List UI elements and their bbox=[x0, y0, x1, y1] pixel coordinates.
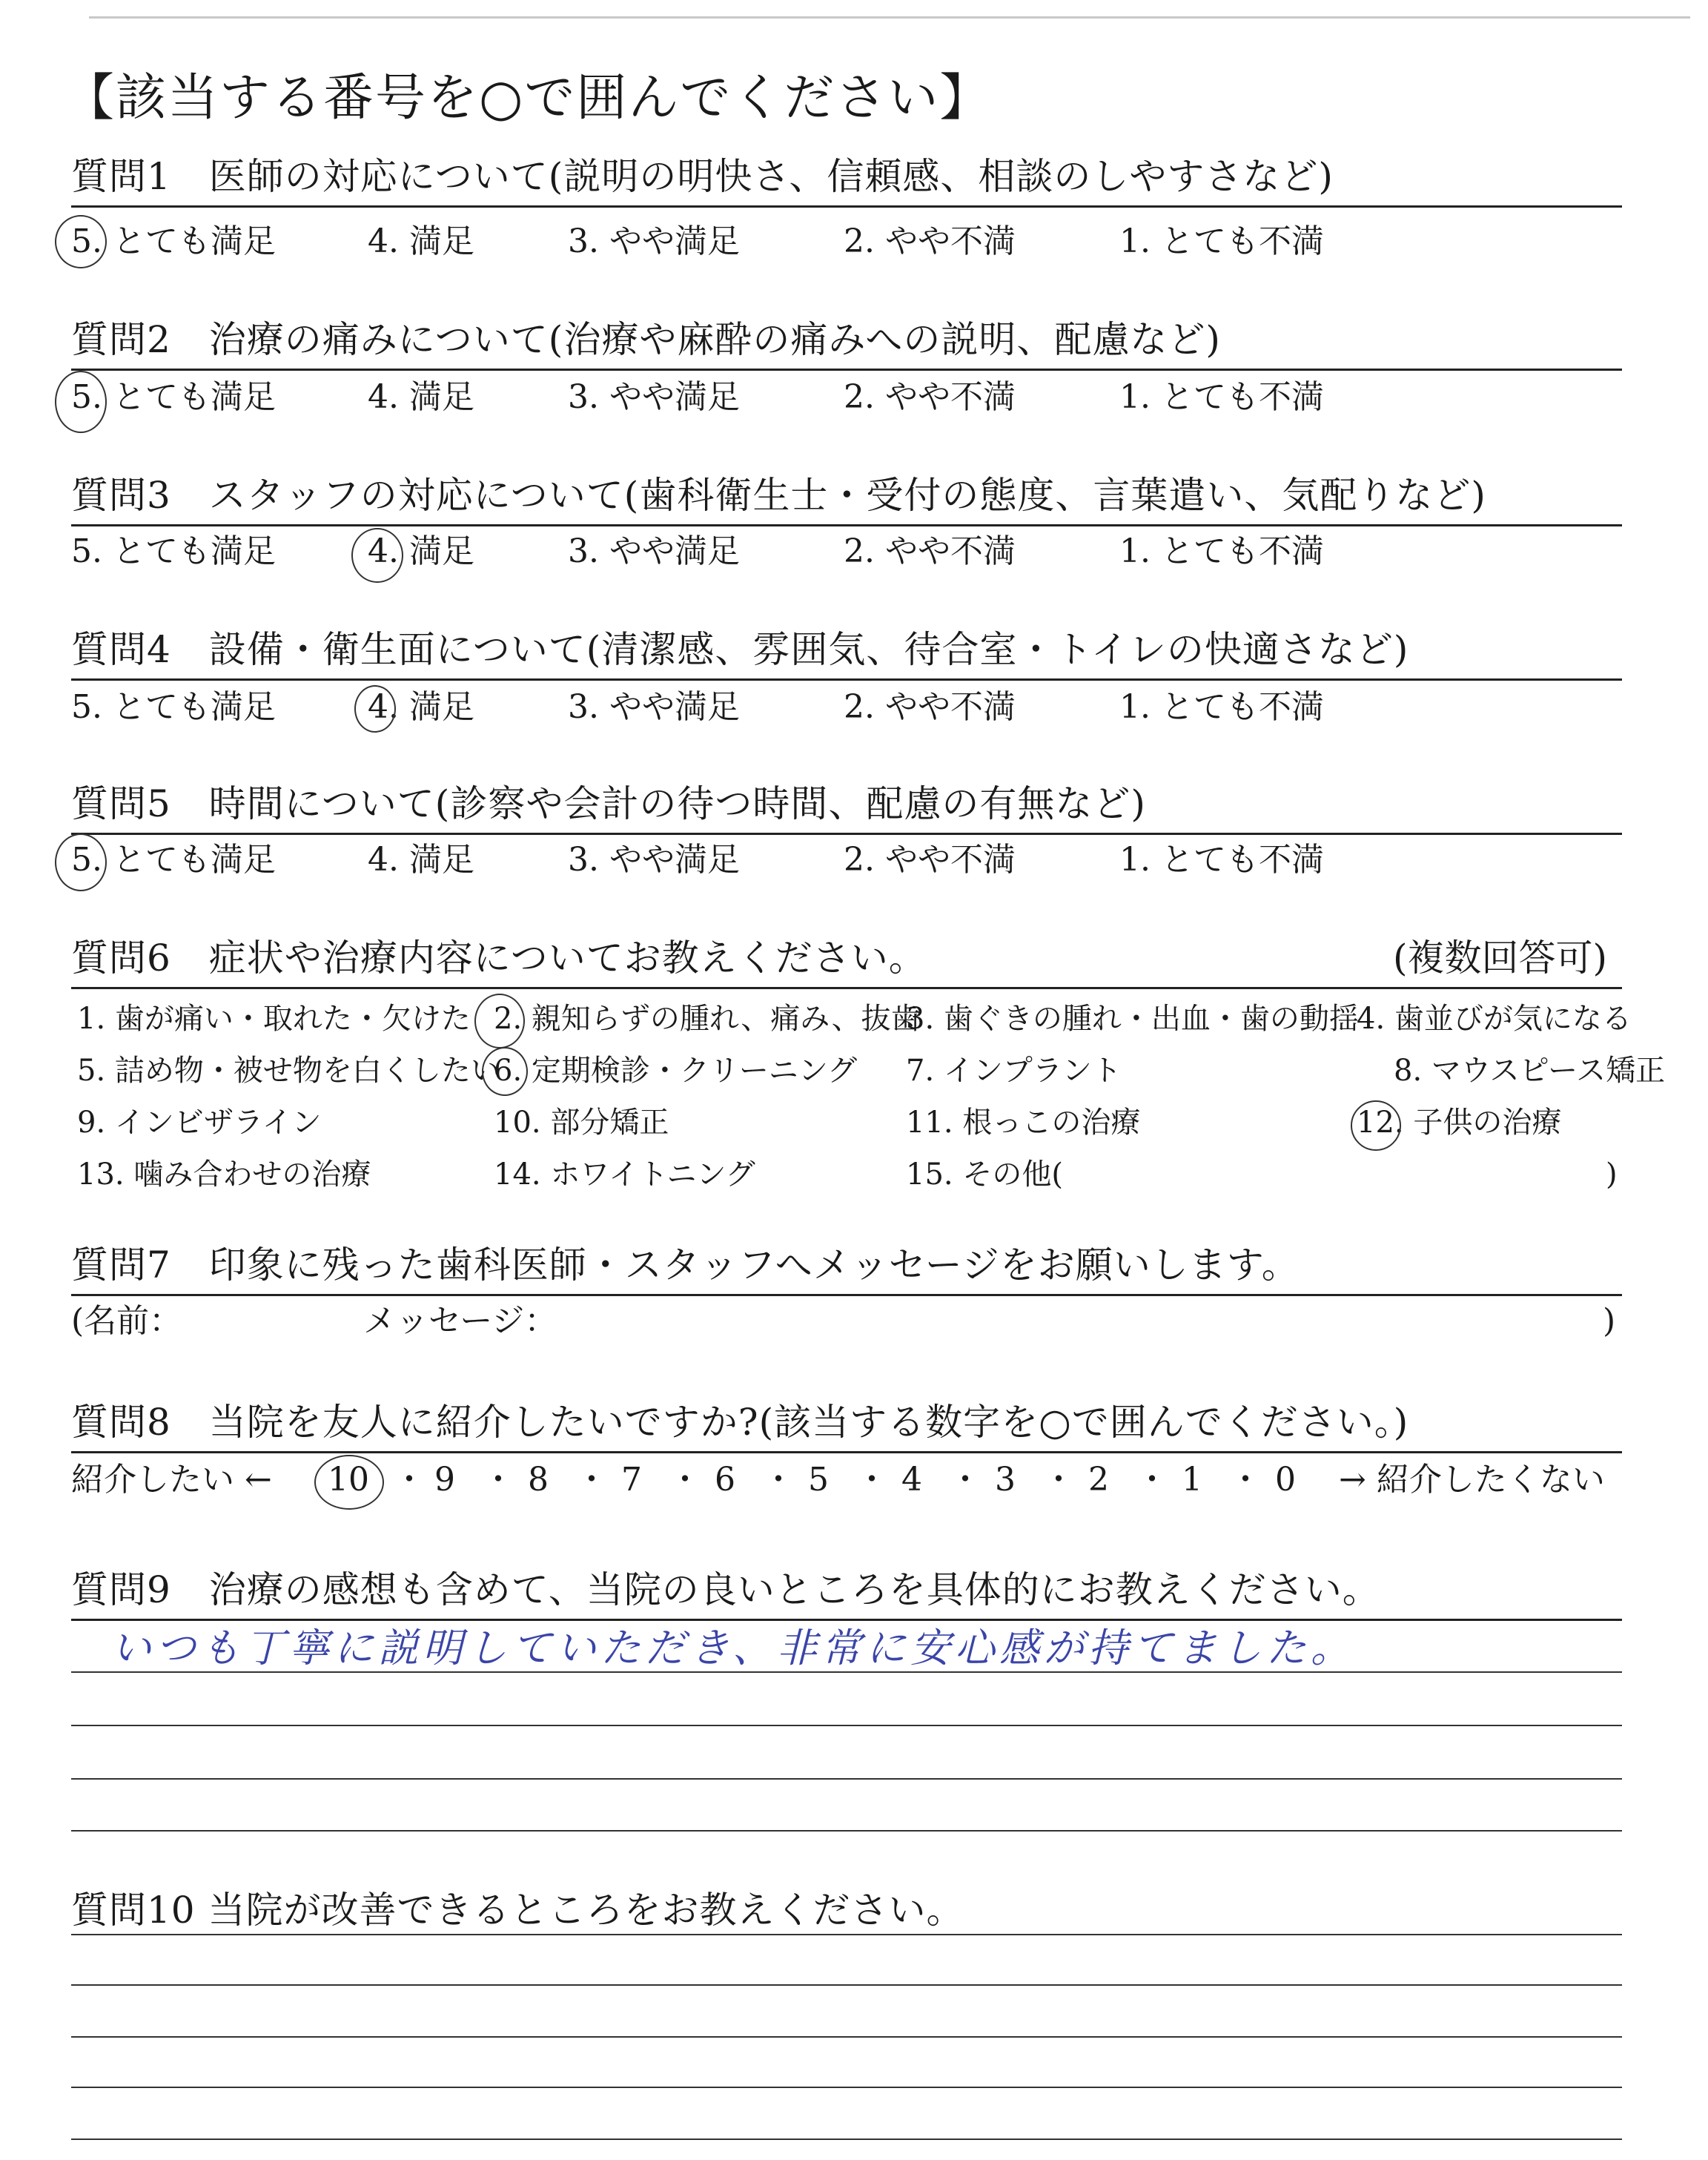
option-1[interactable]: 1. とても不満 bbox=[1119, 532, 1324, 570]
question-5 bbox=[71, 776, 1622, 835]
scale-separator: ・ bbox=[482, 1461, 514, 1499]
question-title: 質問3 スタッフの対応について(歯科衛生士・受付の態度、言葉遣い、気配りなど) bbox=[71, 474, 1486, 517]
scale-separator: ・ bbox=[1042, 1461, 1075, 1499]
scale-4[interactable]: 4 bbox=[901, 1461, 922, 1499]
other-close-paren: ) bbox=[1606, 1157, 1618, 1192]
question-3 bbox=[71, 467, 1622, 526]
recommend-right-label: → 紹介したくない bbox=[1339, 1461, 1605, 1499]
scale-3[interactable]: 3 bbox=[995, 1461, 1016, 1499]
symptom-option-5[interactable]: 5. 詰め物・被せ物を白くしたい bbox=[77, 1054, 500, 1088]
symptom-option-3[interactable]: 3. 歯ぐきの腫れ・出血・歯の動揺 bbox=[906, 1002, 1359, 1036]
option-4[interactable]: 4. 満足 bbox=[368, 688, 474, 726]
page-title: 【該当する番号を○で囲んでください】 bbox=[64, 69, 992, 128]
symptom-option-14[interactable]: 14. ホワイトニング bbox=[494, 1157, 755, 1192]
answer-line bbox=[71, 1934, 1622, 1935]
answer-line bbox=[71, 1778, 1622, 1780]
symptom-option-12[interactable]: 12. 子供の治療 bbox=[1357, 1106, 1562, 1140]
option-1[interactable]: 1. とても不満 bbox=[1119, 688, 1324, 726]
symptom-option-1[interactable]: 1. 歯が痛い・取れた・欠けた bbox=[77, 1002, 471, 1036]
scale-9[interactable]: 9 bbox=[434, 1461, 455, 1499]
scale-separator: ・ bbox=[1136, 1461, 1168, 1499]
option-2[interactable]: 2. やや不満 bbox=[844, 841, 1016, 879]
scale-separator: ・ bbox=[855, 1461, 888, 1499]
symptom-option-13[interactable]: 13. 噛み合わせの治療 bbox=[77, 1157, 371, 1192]
option-4[interactable]: 4. 満足 bbox=[368, 222, 474, 260]
answer-line bbox=[71, 2138, 1622, 2140]
rule bbox=[71, 833, 1622, 835]
rule bbox=[71, 678, 1622, 681]
answer-line bbox=[71, 1830, 1622, 1832]
question-title: 質問5 時間について(診察や会計の待つ時間、配慮の有無など) bbox=[71, 782, 1146, 825]
scale-8[interactable]: 8 bbox=[528, 1461, 549, 1499]
option-4[interactable]: 4. 満足 bbox=[368, 378, 474, 416]
close-paren: ) bbox=[1603, 1302, 1616, 1340]
option-1[interactable]: 1. とても不満 bbox=[1119, 378, 1324, 416]
answer-line bbox=[71, 1671, 1622, 1673]
question-title: 質問8 当院を友人に紹介したいですか?(該当する数字を○で囲んでください。) bbox=[71, 1401, 1409, 1444]
option-5[interactable]: 5. とても満足 bbox=[71, 532, 276, 570]
scale-separator: ・ bbox=[393, 1461, 426, 1499]
scale-separator: ・ bbox=[1229, 1461, 1262, 1499]
scale-10[interactable]: 10 bbox=[328, 1461, 369, 1499]
question-10 bbox=[71, 1882, 1622, 1941]
question-8 bbox=[71, 1394, 1622, 1453]
question-9 bbox=[71, 1562, 1622, 1621]
answer-line bbox=[71, 1984, 1622, 1986]
question-title: 質問4 設備・衛生面について(清潔感、雰囲気、待合室・トイレの快適さなど) bbox=[71, 628, 1409, 671]
symptom-option-8[interactable]: 8. マウスピース矯正 bbox=[1394, 1054, 1666, 1088]
option-4[interactable]: 4. 満足 bbox=[368, 532, 474, 570]
option-2[interactable]: 2. やや不満 bbox=[844, 688, 1016, 726]
scale-5[interactable]: 5 bbox=[808, 1461, 829, 1499]
option-3[interactable]: 3. やや満足 bbox=[568, 222, 740, 260]
scale-separator: ・ bbox=[762, 1461, 795, 1499]
option-5[interactable]: 5. とても満足 bbox=[71, 222, 276, 260]
option-1[interactable]: 1. とても不満 bbox=[1119, 222, 1324, 260]
scale-separator: ・ bbox=[575, 1461, 608, 1499]
symptom-option-15[interactable]: 15. その他( bbox=[906, 1157, 1063, 1192]
scale-0[interactable]: 0 bbox=[1275, 1461, 1296, 1499]
option-3[interactable]: 3. やや満足 bbox=[568, 688, 740, 726]
option-1[interactable]: 1. とても不満 bbox=[1119, 841, 1324, 879]
option-2[interactable]: 2. やや不満 bbox=[844, 532, 1016, 570]
question-title: 質問7 印象に残った歯科医師・スタッフへメッセージをお願いします。 bbox=[71, 1244, 1300, 1287]
question-title: 質問10 当院が改善できるところをお教えください。 bbox=[71, 1889, 964, 1932]
scale-separator: ・ bbox=[669, 1461, 701, 1499]
symptom-option-7[interactable]: 7. インプラント bbox=[906, 1054, 1122, 1088]
recommend-left-label: 紹介したい ← bbox=[71, 1461, 272, 1499]
answer-line bbox=[71, 2087, 1622, 2088]
rule bbox=[71, 987, 1622, 989]
question-6 bbox=[71, 930, 1622, 989]
option-4[interactable]: 4. 満足 bbox=[368, 841, 474, 879]
scale-7[interactable]: 7 bbox=[621, 1461, 642, 1499]
question-title: 質問6 症状や治療内容についてお教えください。 bbox=[71, 937, 927, 980]
answer-line bbox=[71, 1725, 1622, 1726]
symptom-option-6[interactable]: 6. 定期検診・クリーニング bbox=[494, 1054, 858, 1088]
scale-separator: ・ bbox=[949, 1461, 982, 1499]
rule bbox=[71, 524, 1622, 526]
question-title: 質問1 医師の対応について(説明の明快さ、信頼感、相談のしやすさなど) bbox=[71, 155, 1334, 198]
question-2 bbox=[71, 311, 1622, 371]
handwritten-answer: いつも丁寧に説明していただき、非常に安心感が持てました。 bbox=[111, 1625, 1355, 1671]
question-1 bbox=[71, 148, 1622, 208]
option-5[interactable]: 5. とても満足 bbox=[71, 688, 276, 726]
option-3[interactable]: 3. やや満足 bbox=[568, 378, 740, 416]
symptom-option-11[interactable]: 11. 根っこの治療 bbox=[906, 1106, 1141, 1140]
option-2[interactable]: 2. やや不満 bbox=[844, 222, 1016, 260]
message-label: メッセージ： bbox=[363, 1302, 557, 1340]
answer-line bbox=[71, 2036, 1622, 2038]
symptom-option-4[interactable]: 4. 歯並びが気になる bbox=[1357, 1002, 1632, 1036]
scale-6[interactable]: 6 bbox=[715, 1461, 735, 1499]
multiple-answers-note: (複数回答可) bbox=[1392, 937, 1607, 980]
question-title: 質問2 治療の痛みについて(治療や麻酔の痛みへの説明、配慮など) bbox=[71, 318, 1221, 361]
option-3[interactable]: 3. やや満足 bbox=[568, 841, 740, 879]
option-3[interactable]: 3. やや満足 bbox=[568, 532, 740, 570]
question-4 bbox=[71, 621, 1622, 681]
question-7 bbox=[71, 1237, 1622, 1296]
symptom-option-9[interactable]: 9. インビザライン bbox=[77, 1106, 322, 1140]
scale-1[interactable]: 1 bbox=[1182, 1461, 1202, 1499]
top-border bbox=[89, 16, 1690, 19]
rule bbox=[71, 1294, 1622, 1296]
rule bbox=[71, 369, 1622, 371]
question-title: 質問9 治療の感想も含めて、当院の良いところを具体的にお教えください。 bbox=[71, 1568, 1380, 1611]
option-5[interactable]: 5. とても満足 bbox=[71, 841, 276, 879]
rule bbox=[71, 1451, 1622, 1453]
scale-2[interactable]: 2 bbox=[1088, 1461, 1109, 1499]
symptom-option-2[interactable]: 2. 親知らずの腫れ、痛み、抜歯 bbox=[494, 1002, 921, 1036]
option-2[interactable]: 2. やや不満 bbox=[844, 378, 1016, 416]
name-label: (名前： bbox=[71, 1302, 182, 1340]
rule bbox=[71, 205, 1622, 208]
symptom-option-10[interactable]: 10. 部分矯正 bbox=[494, 1106, 669, 1140]
option-5[interactable]: 5. とても満足 bbox=[71, 378, 276, 416]
